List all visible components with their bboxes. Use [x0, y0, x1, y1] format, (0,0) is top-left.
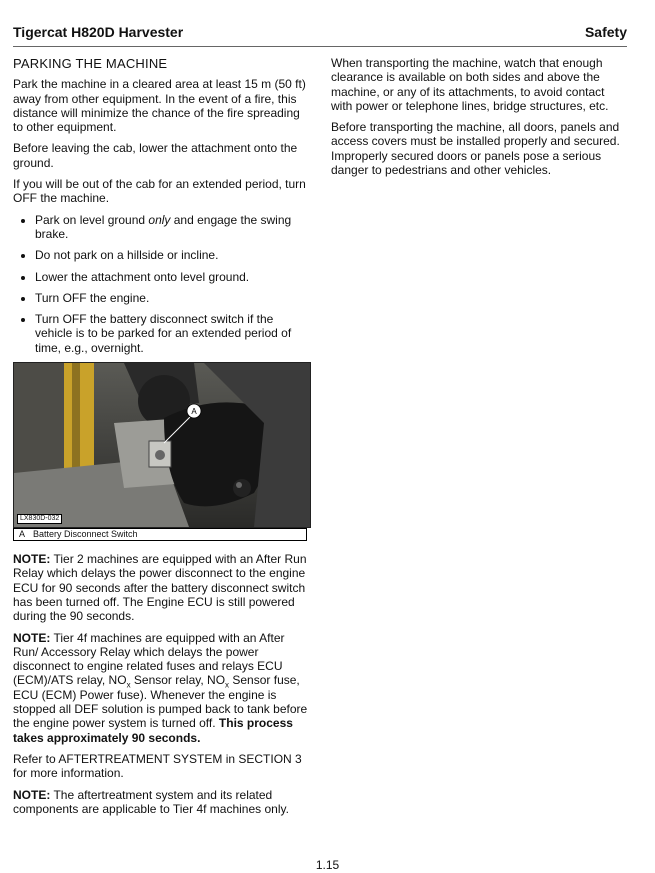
page-number: 1.15 [315, 858, 340, 872]
caption-letter: A [19, 529, 26, 540]
section-title: Safety [584, 24, 627, 40]
page-header [13, 24, 627, 47]
figure-caption [13, 528, 307, 541]
paragraph: Before transporting the machine, all doors, panels and access covers must be installed properly and secured. Improperly secured doors or panels pose a serious danger to pedestrians and other vehicles. [331, 120, 620, 178]
figure-callout-label: A [191, 407, 197, 417]
left-column [13, 56, 311, 823]
figure-code: LX830D-032 [17, 514, 62, 524]
parking-steps-list [13, 213, 311, 355]
manual-title: Tigercat H820D Harvester [13, 24, 184, 40]
battery-switch-photo [13, 362, 311, 528]
list-item: • Turn OFF the battery disconnect switch if the vehicle is to be parked for an extended period of time, e.g., overnight. [35, 312, 311, 355]
list-item: • Park on level ground only and engage the swing brake. [35, 213, 311, 242]
note-aftertreatment: NOTE: The aftertreatment system and its related components are applicable to Tier 4f machines only. [13, 787, 289, 816]
photo-illustration [14, 363, 310, 527]
note-tier2: NOTE: Tier 2 machines are equipped with an After Run Relay which delays the power disconnect to the engine ECU for 90 seconds after the battery disconnect switch has been turned off. The Engine ECU is still powered during the 90 seconds. [13, 552, 307, 624]
list-item: • Lower the attachment onto level ground. [35, 270, 311, 284]
caption-text: Battery Disconnect Switch [33, 529, 138, 540]
note-tier4f: NOTE: Tier 4f machines are equipped with an After Run/ Accessory Relay which delays the power disconnect to engine related fuses and relays ECU (ECM)/ATS relay, $NO_x$ Sensor relay, $NO_x$ Sensor fuse, ECU (ECM) Power fuse). Whenever the engine is stopped all DEF solution is pumped back to tank before the engine power system is turned off. This process takes approximately 90 seconds. [13, 630, 308, 745]
paragraph: When transporting the machine, watch that enough clearance is available on both sides and above the machine, or any of its attachments, to avoid contact with power or telephone lines, bridge structures, etc. [331, 56, 609, 113]
list-item: • Turn OFF the engine. [35, 291, 311, 305]
refer-paragraph: Refer to AFTERTREATMENT SYSTEM in SECTION 3 for more information. [13, 751, 302, 781]
right-column [331, 56, 627, 184]
paragraph: Park the machine in a cleared area at least 15 m (50 ft) away from other equipment. In the event of a fire, this distance will minimize the chance of the fire spreading to other equipment. [13, 77, 306, 135]
paragraph: If you will be out of the cab for an extended period, turn OFF the machine. [13, 177, 306, 206]
paragraph: Before leaving the cab, lower the attachment onto the ground. [13, 141, 298, 170]
section-heading: PARKING THE MACHINE [13, 56, 168, 71]
list-item: • Do not park on a hillside or incline. [35, 248, 311, 262]
